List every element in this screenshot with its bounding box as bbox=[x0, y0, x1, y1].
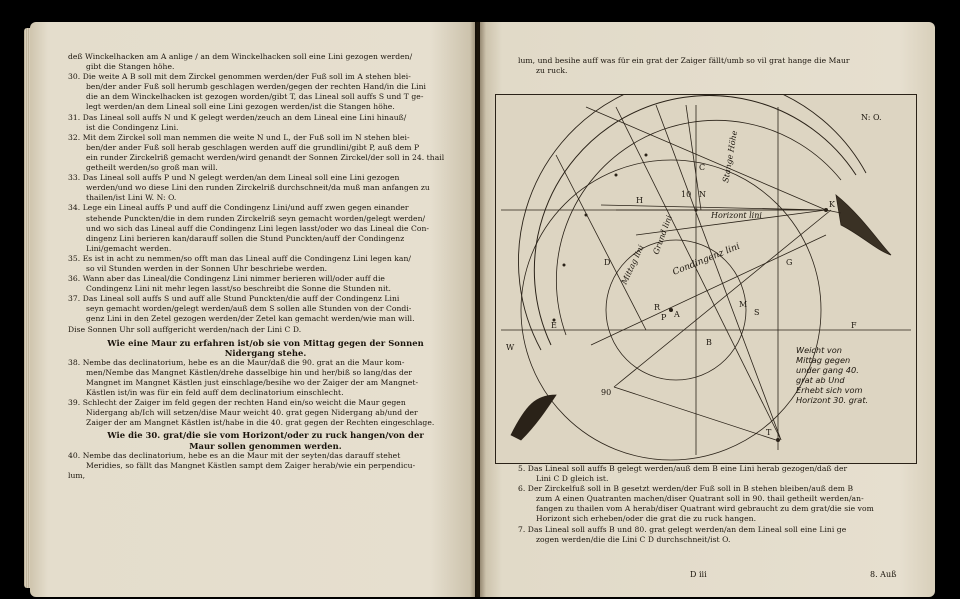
diagram-label-m: N bbox=[699, 190, 706, 199]
text-line: deß Winckelhacken am A anlige / an dem Winckelhacken soll eine Lini gezogen werden/ bbox=[68, 52, 413, 61]
left-page bbox=[30, 22, 475, 597]
text-line: Horizont sich erheben/oder die grat die zu ruck hangen. bbox=[536, 514, 757, 524]
condingenz-lini-label: Condingenz lini bbox=[671, 241, 742, 278]
text-line: zu ruck. bbox=[536, 66, 568, 76]
text-line: stehende Punckten/die in dem runden Zirckelriß seyn gemacht worden/gelegt werden/ bbox=[86, 213, 426, 223]
mittag-lini-label: Mittag lini bbox=[619, 243, 646, 286]
diagram-label-b: B bbox=[706, 338, 712, 347]
text-line: Lini/gemacht werden. bbox=[86, 243, 172, 253]
text-line: zum A einen Quatranten machen/diser Quatrant soll in 90. thail getheilt werden/an- bbox=[536, 494, 864, 504]
text-line: zogen werden/die die Lini C D durchschneit/ist O. bbox=[536, 534, 731, 544]
diagram-label-l: M bbox=[739, 300, 748, 309]
text-line: 36. Wann aber das Lineal/die Condingenz Lini nimmer berieren will/oder auff die bbox=[68, 274, 385, 284]
diagram-label-g: G bbox=[786, 258, 793, 267]
text-line: die an dem Winckelhacken ist gezogen worden/gibt T, das Lineal soll auffs S und T ge- bbox=[86, 92, 424, 102]
diagram-label-s: T bbox=[766, 428, 772, 437]
text-line: Nidergang ab/Ich will setzen/dise Maur weicht 40. grat gegen Nidergang ab/und der bbox=[86, 408, 418, 418]
text-line: Mangnet im Mangnet Kästlen just einschlage/besihe wo der Zaiger der am Mangnet- bbox=[86, 378, 419, 387]
text-line: 32. Mit dem Zirckel soll man nemmen die weite N und L, der Fuß soll im N stehen blei- bbox=[68, 132, 410, 142]
text-line: 34. Lege ein Lineal auffs P und auff die Condingenz Lini/und auff zwen gegen einander bbox=[68, 203, 409, 213]
note-line: grat ab Und bbox=[796, 375, 845, 385]
note-line: Horizont 30. grat. bbox=[796, 395, 869, 405]
diagram-label-k: K bbox=[829, 200, 835, 209]
text-line: ben/der ander Fuß soll herumb geschlagen werden/gegen der rechten Hand/in die Lini bbox=[86, 82, 427, 92]
text-line: 30. Die weite A B soll mit dem Zirckel genommen werden/der Fuß soll im A stehen blei- bbox=[68, 72, 411, 82]
diagram-label-p: R bbox=[654, 303, 661, 312]
diagram-drawing bbox=[496, 95, 916, 463]
sundial-diagram bbox=[495, 94, 917, 464]
text-line: men/Nembe das Mangnet Kästlen/drehe dasselbige hin und her/biß so lang/das der bbox=[86, 367, 413, 377]
catchword: 8. Auß bbox=[870, 570, 897, 579]
section-heading-cont: Nidergang stehe. bbox=[224, 347, 307, 358]
section-heading: Wie eine Maur zu erfahren ist/ob sie von Mittag gegen der Sonnen bbox=[107, 337, 424, 348]
left-page-text bbox=[68, 52, 463, 481]
note-line: Weicht von bbox=[796, 345, 842, 355]
text-line: und wo sich das Lineal auff die Condingenz Lini legen lasst/oder wo das Lineal die Con- bbox=[86, 223, 430, 233]
text-line: legt werden/an dem Lineal soll eine Lini gezogen werden/ist die Stangen höhe. bbox=[86, 102, 395, 112]
note-line: under gang 40. bbox=[796, 365, 859, 375]
diagram-number-90: 90 bbox=[601, 388, 612, 397]
text-line: 40. Nembe das declinatorium, hebe es an die Maur mit der seyten/das darauff stehet bbox=[68, 450, 401, 460]
declination-note bbox=[796, 345, 868, 405]
open-book bbox=[30, 22, 935, 597]
text-line: thailen/ist Lini W. N: O. bbox=[86, 193, 177, 203]
diagram-label-w: W bbox=[506, 343, 515, 352]
diagram-label-d: D bbox=[604, 258, 611, 267]
text-line: 37. Das Lineal soll auffs S und auff alle Stund Punckten/die auff der Condingenz Lini bbox=[68, 294, 400, 304]
text-line: Dise Sonnen Uhr soll auffgericht werden/nach der Lini C D. bbox=[68, 324, 302, 334]
text-line: getheilt werden/so groß man will. bbox=[86, 163, 218, 173]
text-line: Condingenz Lini nit mehr legen lasst/so beschreibt die Sonne die Stunden nit. bbox=[86, 284, 392, 294]
diagram-label-h: H bbox=[636, 196, 643, 205]
section-heading: Wie die 30. grat/die sie vom Horizont/oder zu ruck hangen/von der bbox=[107, 430, 424, 441]
book-gutter bbox=[470, 22, 486, 597]
text-line: 39. Schlecht der Zaiger im feld gegen der rechten Hand ein/so weicht die Maur gegen bbox=[68, 398, 406, 408]
text-line: Meridies, so fällt das Mangnet Kästlen sampt dem Zaiger herab/wie ein perpendicu- bbox=[86, 460, 416, 470]
text-line: dingenz Lini berieren kan/darauff sollen die Stund Punckten/auff der Condingenz bbox=[86, 233, 405, 243]
text-line: so vil Stunden werden in der Sonnen Uhr beschriebe werden. bbox=[86, 263, 328, 273]
right-page bbox=[480, 22, 935, 597]
stange-hoehe-label: Stange Höhe bbox=[721, 129, 740, 184]
text-line: 5. Das Lineal soll auffs B gelegt werden/auß dem B eine Lini herab gezogen/daß der bbox=[518, 464, 848, 473]
text-line: Zaiger der am Mangnet Kästlen ist/habe in die 40. grat gegen der Rechten eingeschlage. bbox=[86, 418, 435, 428]
text-line: 38. Nembe das declinatorium, hebe es an die Maur/daß die 90. grat an die Maur kom- bbox=[68, 357, 405, 367]
note-line: Erhebt sich vom bbox=[796, 385, 863, 395]
text-line: genz Lini in den Zetel gezogen werden/der Zetel kan gemacht werden/wie man will. bbox=[86, 314, 415, 324]
text-line: 33. Das Lineal soll auffs P und N gelegt werden/an dem Lineal soll eine Lini gezogen bbox=[68, 173, 400, 183]
horizont-lini-label: Horizont lini bbox=[711, 211, 762, 220]
text-line: ben/der ander Fuß soll herab geschlagen werden auff die grundlini/gibt P, auß dem P bbox=[86, 142, 420, 152]
text-line: Lini C D gleich ist. bbox=[536, 474, 609, 484]
text-line: 7. Das Lineal soll auffs B und 80. grat gelegt werden/an dem Lineal soll eine Lini ge bbox=[518, 524, 847, 534]
text-line: werden/und wo diese Lini den runden Zirckelriß durchschneit/da muß man anfangen zu bbox=[86, 183, 430, 193]
text-line: lum, bbox=[68, 470, 86, 480]
section-heading-cont: Maur sollen genommen werden. bbox=[189, 440, 342, 451]
signature-mark: D iii bbox=[690, 570, 707, 579]
text-line: fangen zu thailen vom A herab/diser Quatrant wird gebraucht zu dem grat/die sie vom bbox=[536, 504, 874, 514]
text-line: lum, und besihe auff was für ein grat der Zaiger fällt/umb so vil grat hange die Maur bbox=[518, 56, 850, 65]
diagram-label-c: C bbox=[699, 163, 706, 172]
grund-lini-label: Grund lini bbox=[651, 214, 674, 256]
text-line: seyn gemacht worden/gelegt werden/auß dem S sollen alle Stunden von der Condi- bbox=[86, 304, 412, 314]
note-line: Mittag gegen bbox=[796, 355, 851, 365]
diagram-label-n: P bbox=[661, 313, 667, 322]
diagram-number-10: 10 bbox=[681, 190, 692, 199]
diagram-label-e: E bbox=[551, 321, 557, 330]
text-line: gibt die Stangen höhe. bbox=[86, 62, 175, 72]
text-line: ist die Condingenz Lini. bbox=[86, 122, 179, 132]
right-page-top-text bbox=[518, 56, 918, 76]
text-line: 6. Der Zirckelfuß soll in B gesetzt werden/der Fuß soll in B stehen bleiben/auß dem B bbox=[518, 484, 854, 494]
right-page-bottom-text bbox=[518, 464, 918, 545]
diagram-label-no: N: O. bbox=[861, 113, 882, 122]
diagram-label-f: F bbox=[851, 321, 857, 330]
text-line: 35. Es ist in acht zu nemmen/so offt man das Lineal auff die Condingenz Lini legen kan/ bbox=[68, 253, 412, 263]
text-line: Kästlen ist/in was für ein feld auff dem declinatorium einschlecht. bbox=[86, 388, 344, 398]
diagram-label-t: S bbox=[754, 308, 760, 317]
text-line: ein runder Zirckelriß gemacht werden/wird genandt der Sonnen Zirckel/der soll in 24. thail bbox=[86, 152, 445, 162]
text-line: 31. Das Lineal soll auffs N und K gelegt werden/zeuch an dem Lineal eine Lini hinauß/ bbox=[68, 112, 407, 122]
diagram-label-a: A bbox=[674, 310, 680, 319]
